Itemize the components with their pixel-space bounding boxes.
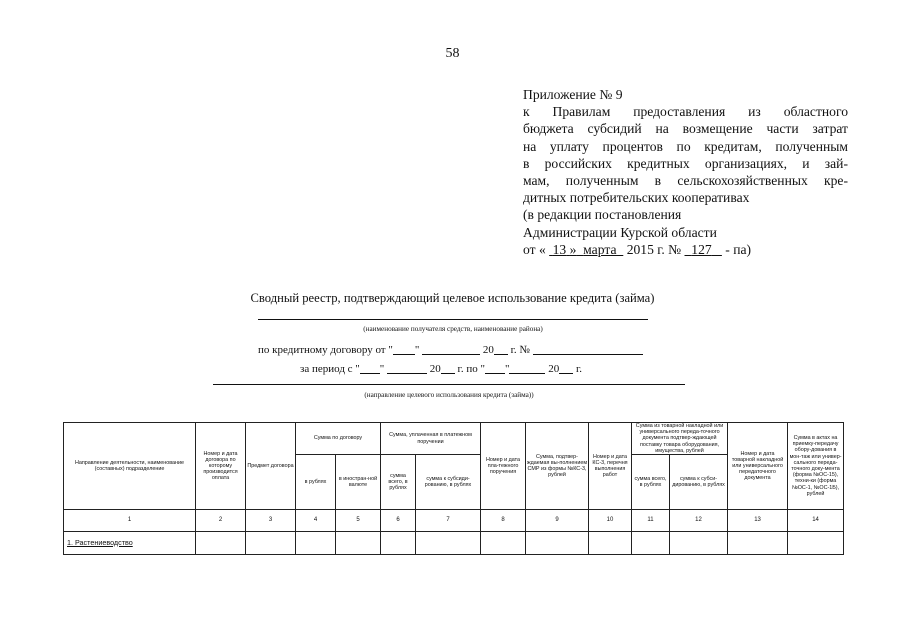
section-label: 1. Растениеводство [64,532,196,555]
table-cell [336,532,381,555]
header-paid-total: сумма всего, в рублях [381,455,416,510]
column-number: 9 [526,510,589,532]
header-foreign-currency: в иностран-ной валюте [336,455,381,510]
appendix-line: мам, полученным в сельскохозяйственных кре- [523,173,848,189]
table-cell [670,532,728,555]
column-number: 5 [336,510,381,532]
header-contract-number: Номер и дата договора по которому производится оплата [196,423,246,510]
header-ks3-sum: Сумма, подтвер-ждаемая вы-полнением СМР из формы №КС-3, рублей [526,423,589,510]
column-number: 7 [416,510,481,532]
header-paid-sum: Сумма, уплаченная в платежном поручении [381,423,481,455]
header-contract-sum: Сумма по договору [296,423,381,455]
edition-day: 13 » марта [552,241,617,257]
column-number-row [64,510,844,532]
column-number: 10 [589,510,632,532]
header-payment-order: Номер и дата пла-тежного поручения [481,423,526,510]
column-number: 2 [196,510,246,532]
column-number: 12 [670,510,728,532]
edition-suffix: - па) [725,241,752,257]
recipient-caption: (наименование получателя средств, наименование района) [363,325,543,333]
edition-prefix: от « [523,241,546,257]
table-cell [196,532,246,555]
appendix-line: на уплату процентов по кредитам, полученным [523,138,848,154]
appendix-title: Приложение № 9 [523,87,623,102]
appendix-edition-line [523,241,848,258]
column-number: 6 [381,510,416,532]
table-cell [589,532,632,555]
appendix-line: Администрации Курской области [523,224,717,240]
header-activity: Направление деятельности, наименование (составных) подразделение [64,423,196,510]
table-cell [788,532,844,555]
header-rubles: в рублях [296,455,336,510]
table-cell [632,532,670,555]
header-invoice-sum: Сумма из товарной накладной или универсального переда-точного документа подтвер-ждающей поставку товара оборудования, имущества, рублей [632,423,728,455]
direction-line [213,384,685,385]
table-cell [416,532,481,555]
edition-year: 2015 г. № [626,241,682,257]
appendix-line: дитных потребительских кооперативах [523,190,750,206]
table-row [64,532,844,555]
header-subject: Предмет договора [246,423,296,510]
column-number: 11 [632,510,670,532]
table-cell [481,532,526,555]
table-cell [526,532,589,555]
table-cell [246,532,296,555]
header-acts-sum: Сумма в актах на приемку-передачу обору-дования в мон-таж или универ-сального переда-точного доку-мента (форма №ОС-15), техни-ки (форма №ОС-1, №ОС-1Б), рублей [788,423,844,510]
recipient-line [258,319,648,320]
column-number: 13 [728,510,788,532]
appendix-line: бюджета субсидий на возмещение части затрат [523,121,848,137]
table-cell [728,532,788,555]
appendix-line: к Правилам предоставления из областного [523,104,848,120]
form-title: Сводный реестр, подтверждающий целевое использование кредита (займа) [250,291,655,305]
header-invoice-subsidized: сумма к субси-дированию, в рублях [670,455,728,510]
table-cell [296,532,336,555]
column-number: 4 [296,510,336,532]
direction-caption: (направление целевого использования кредита (займа)) [364,391,534,399]
column-number: 3 [246,510,296,532]
appendix-block [523,86,848,258]
page-number: 58 [445,46,460,61]
column-number: 1 [64,510,196,532]
appendix-line: в российских кредитных организациях, и зай- [523,155,848,171]
period-line: за период с " " 20 г. по " " 20 г. [300,360,582,375]
appendix-line: (в редакции постановления [523,207,682,223]
header-invoice-total: сумма всего, в рублях [632,455,670,510]
header-invoice-number: Номер и дата товарной накладной или универсального передаточного документа [728,423,788,510]
column-number: 14 [788,510,844,532]
register-table [63,422,844,555]
contract-line: по кредитному договору от " " 20 г. № [258,341,643,356]
header-paid-subsidized: сумма к субсиди-рованию, в рублях [416,455,481,510]
header-ks3-number: Номер и дата КС-3, перечня выполнения работ [589,423,632,510]
table-cell [381,532,416,555]
column-number: 8 [481,510,526,532]
edition-number: 127 [691,241,712,257]
